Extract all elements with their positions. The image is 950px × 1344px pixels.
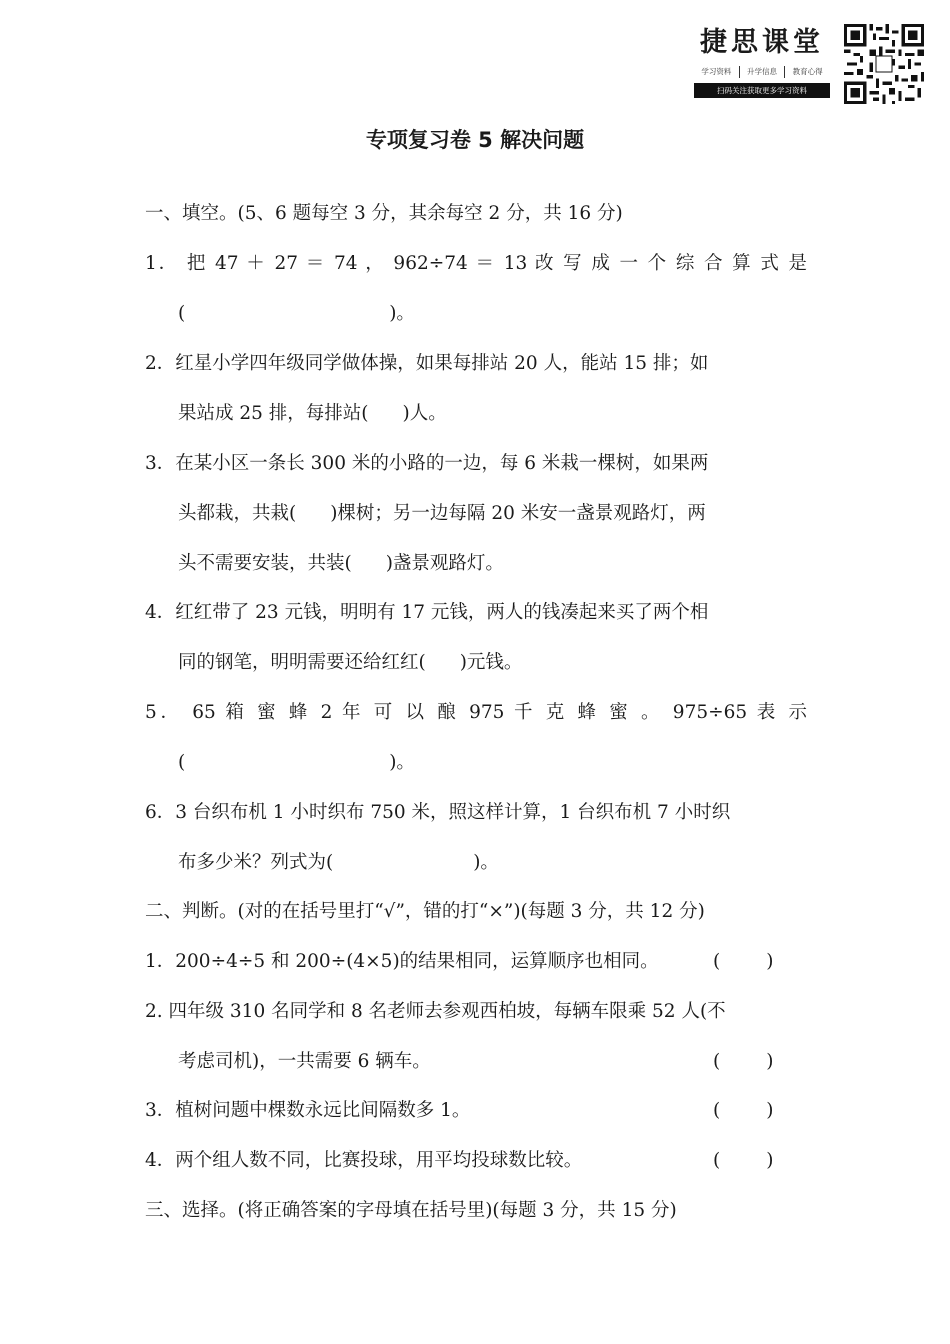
fill-question-6-line-1: 6．3 台织布机 1 小时织布 750 米，照这样计算，1 台织布机 7 小时织 xyxy=(145,802,731,823)
paren-close: )。 xyxy=(389,752,415,773)
text-before-blank: 果站成 25 排，每排站( xyxy=(178,403,369,424)
fill-question-5-line-1: 5． 65 箱 蜜 蜂 2 年 可 以 酿 975 千 克 蜂 蜜 。 975÷65 表 示 xyxy=(145,702,807,723)
fill-question-4-line-2 xyxy=(178,650,522,676)
page-title: 专项复习卷 5 解决问题 xyxy=(365,128,585,152)
judge-question-2-line-2: 考虑司机)，一共需要 6 辆车。 xyxy=(178,1051,431,1072)
paren-close: ) xyxy=(766,1051,774,1072)
paren-open: ( xyxy=(713,1100,721,1121)
paren-close: )。 xyxy=(389,303,415,324)
section-heading-judge: 二、判断。(对的在括号里打“√”，错的打“×”)(每题 3 分，共 12 分) xyxy=(145,901,705,922)
text-after-blank: )人。 xyxy=(402,403,447,424)
fill-question-3-line-2 xyxy=(178,501,706,527)
text-before-blank: 布多少米？列式为( xyxy=(178,852,334,873)
paren-open: ( xyxy=(178,752,186,773)
answer-parens[interactable] xyxy=(713,949,773,975)
fill-question-4-line-1: 4．红红带了 23 元钱，明明有 17 元钱，两人的钱凑起来买了两个相 xyxy=(145,602,709,623)
text-before-blank: 头都栽，共栽( xyxy=(178,503,297,524)
answer-parens[interactable] xyxy=(713,1049,773,1075)
section-heading-fill: 一、填空。(5、6 题每空 3 分，其余每空 2 分，共 16 分) xyxy=(145,203,623,224)
brand-tag: 升学信息 xyxy=(739,66,785,78)
section-heading-choice: 三、选择。(将正确答案的字母填在括号里)(每题 3 分，共 15 分) xyxy=(145,1200,677,1221)
text-before-blank: 头不需要安装，共装( xyxy=(178,553,352,574)
fill-question-3-line-3 xyxy=(178,551,504,577)
fill-question-2-line-2 xyxy=(178,401,447,427)
paren-close: ) xyxy=(766,951,774,972)
answer-parens[interactable] xyxy=(713,1098,773,1124)
judge-question-3: 3．植树问题中棵数永远比间隔数多 1。 xyxy=(145,1100,471,1121)
paren-open: ( xyxy=(713,1051,721,1072)
paren-close: ) xyxy=(766,1100,774,1121)
paren-close: ) xyxy=(766,1150,774,1171)
text-after-blank: )元钱。 xyxy=(459,652,523,673)
answer-parens[interactable] xyxy=(713,1148,773,1174)
brand-block xyxy=(694,26,830,98)
brand-tag: 教育心得 xyxy=(784,66,830,78)
fill-question-3-line-1: 3．在某小区一条长 300 米的小路的一边，每 6 米栽一棵树，如果两 xyxy=(145,453,709,474)
qr-code-icon xyxy=(844,24,924,104)
paren-open: ( xyxy=(713,1150,721,1171)
brand-slogan: 扫码关注获取更多学习资料 xyxy=(694,83,830,98)
judge-question-1: 1．200÷4÷5 和 200÷(4×5)的结果相同，运算顺序也相同。 xyxy=(145,951,659,972)
brand-name: 捷思课堂 xyxy=(700,27,824,58)
text-after-blank: )。 xyxy=(473,852,499,873)
brand-tag: 学习资料 xyxy=(701,67,732,76)
paren-open: ( xyxy=(713,951,721,972)
brand-tags xyxy=(694,66,830,78)
judge-question-2-line-1: 2. 四年级 310 名同学和 8 名老师去参观西柏坡，每辆车限乘 52 人(不 xyxy=(145,1001,726,1022)
text-before-blank: 同的钢笔，明明需要还给红红( xyxy=(178,652,426,673)
judge-question-4: 4．两个组人数不同，比赛投球，用平均投球数比较。 xyxy=(145,1150,583,1171)
text-after-blank: )棵树；另一边每隔 20 米安一盏景观路灯，两 xyxy=(330,503,706,524)
fill-question-2-line-1: 2．红星小学四年级同学做体操，如果每排站 20 人，能站 15 排；如 xyxy=(145,353,709,374)
text-after-blank: )盏景观路灯。 xyxy=(385,553,504,574)
fill-question-1-line-2 xyxy=(178,301,415,327)
fill-question-1-line-1: 1． 把 47 ＋ 27 ＝ 74 ， 962÷74 ＝ 13 改 写 成 一 个 综 合 算 式 是 xyxy=(145,253,807,274)
paren-open: ( xyxy=(178,303,186,324)
fill-question-6-line-2 xyxy=(178,850,499,876)
fill-question-5-line-2 xyxy=(178,750,415,776)
